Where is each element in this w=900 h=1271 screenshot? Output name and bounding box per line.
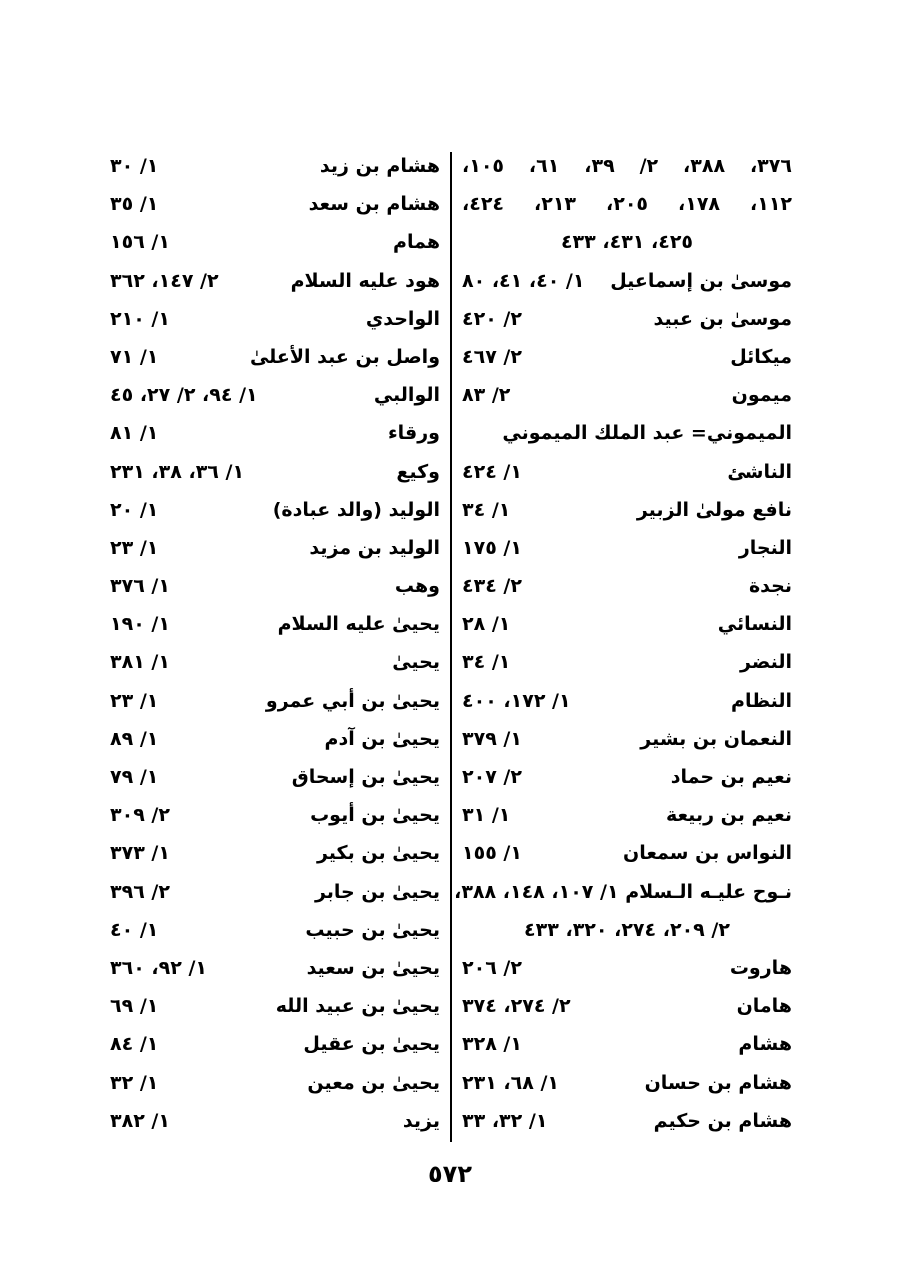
entry-text: ٣٧٦، ٣٨٨، ٢/ ٣٩، ٦١، ١٠٥، (462, 155, 792, 177)
entry-name: الوليد (والد عبادة) (272, 498, 440, 521)
entry-page-ref: ١/ ٣٧٣ (110, 842, 170, 865)
index-entry (462, 1064, 792, 1102)
index-entry (462, 911, 792, 949)
entry-name: النضر (740, 651, 792, 674)
entry-name: هامان (736, 995, 792, 1018)
entry-page-ref: ٢/ ٤٦٧ (462, 345, 522, 368)
index-entry (110, 1025, 440, 1063)
index-entry (110, 796, 440, 834)
index-entry (110, 185, 440, 223)
entry-page-ref: ١/ ١٧٥ (462, 536, 522, 559)
index-entry (462, 949, 792, 987)
entry-name: موسىٰ بن عبيد (653, 307, 792, 330)
index-entry (110, 223, 440, 261)
index-entry (462, 262, 792, 300)
entry-name: الوالبي (373, 384, 440, 407)
entry-name: موسىٰ بن إسماعيل (610, 269, 792, 292)
column-divider (450, 152, 452, 1142)
entry-name: نافع مولىٰ الزبير (636, 498, 792, 521)
entry-name: نعيم بن ربيعة (665, 804, 792, 827)
entry-name: وهب (394, 575, 440, 598)
entry-page-ref: ٢/ ٢٧٤، ٣٧٤ (462, 995, 571, 1018)
entry-page-ref: ١/ ١٩٠ (110, 613, 170, 636)
index-entry (462, 1102, 792, 1140)
entry-page-ref: ١/ ٣٧٩ (462, 727, 522, 750)
index-entry (462, 338, 792, 376)
index-entry (462, 758, 792, 796)
index-entry (462, 796, 792, 834)
index-entry (454, 873, 792, 911)
entry-page-ref: ١/ ٣٤ (462, 651, 511, 674)
entry-name: النسائي (717, 613, 792, 636)
entry-name: يحيىٰ بن عقيل (303, 1033, 440, 1056)
entry-page-ref: ٢/ ٤٢٠ (462, 307, 522, 330)
entry-name: هاروت (729, 956, 792, 979)
entry-name: واصل بن عبد الأعلىٰ (249, 345, 440, 368)
index-entry (110, 529, 440, 567)
entry-page-ref: ١/ ٨٩ (110, 727, 159, 750)
entry-page-ref: ١/ ٣٧٦ (110, 575, 170, 598)
entry-name: يحيىٰ (392, 651, 440, 674)
entry-page-ref: ١/ ٦٩ (110, 995, 159, 1018)
index-entry (110, 567, 440, 605)
index-entry (462, 682, 792, 720)
entry-page-ref: ١/ ٢٣ (110, 536, 159, 559)
index-entry (462, 1025, 792, 1063)
entry-name: الواحدي (365, 307, 440, 330)
entry-page-ref: ١/ ٤٠ (110, 918, 159, 941)
index-entry (462, 567, 792, 605)
index-entry (462, 147, 792, 185)
index-entry (110, 605, 440, 643)
entry-page-ref: ١/ ٣٦، ٣٨، ٢٣١ (110, 460, 245, 483)
entry-page-ref: ٢/ ٨٣ (462, 384, 511, 407)
entry-name: يحيىٰ بن أبي عمرو (265, 689, 440, 712)
entry-name: النظام (731, 689, 792, 712)
entry-name: نجدة (748, 575, 792, 598)
entry-name: يحيىٰ بن آدم (324, 727, 440, 750)
entry-name: وكيع (396, 460, 440, 483)
entry-page-ref: ١/ ١٧٢، ٤٠٠ (462, 689, 571, 712)
index-entry (110, 682, 440, 720)
entry-page-ref: ١/ ٢٨ (462, 613, 511, 636)
entry-name: الوليد بن مزيد (309, 536, 440, 559)
entry-page-ref: ١/ ٢٣ (110, 689, 159, 712)
entry-name: يزيد (402, 1109, 440, 1132)
index-entry (462, 643, 792, 681)
entry-name: يحيىٰ بن سعيد (306, 956, 440, 979)
index-entry (462, 529, 792, 567)
entry-page-ref: ١/ ٢١٠ (110, 307, 170, 330)
entry-name: يحيىٰ بن معين (307, 1071, 440, 1094)
entry-page-ref: ١/ ١٥٥ (462, 842, 522, 865)
index-entry (110, 262, 440, 300)
index-entry (462, 223, 792, 261)
index-entry (110, 300, 440, 338)
entry-name: هشام بن حكيم (653, 1109, 792, 1132)
entry-name: هشام بن زيد (319, 155, 440, 177)
entry-page-ref: ٢/ ١٤٧، ٣٦٢ (110, 269, 219, 292)
index-entry (462, 453, 792, 491)
index-entry (462, 834, 792, 872)
entry-name: نعيم بن حماد (670, 766, 792, 788)
entry-page-ref: ١/ ٣٨١ (110, 651, 170, 674)
entry-page-ref: ١/ ٣٨٢ (110, 1109, 170, 1132)
page-number: ٥٧٢ (428, 1160, 472, 1188)
index-entry (462, 491, 792, 529)
entry-page-ref: ٢/ ٣٠٩ (110, 804, 170, 827)
entry-name: النواس بن سمعان (622, 842, 792, 865)
entry-page-ref: ١/ ٧٩ (110, 766, 159, 788)
entry-page-ref: ١/ ٩٤، ٢/ ٢٧، ٤٥ (110, 384, 258, 407)
entry-page-ref: ١/ ٢٠ (110, 498, 159, 521)
entry-name: هشام بن سعد (308, 193, 440, 216)
entry-name: يحيىٰ بن بكير (316, 842, 440, 865)
entry-continuation: ٤٢٥، ٤٣١، ٤٣٣ (560, 231, 694, 254)
entry-page-ref: ١/ ٦٨، ٢٣١ (462, 1071, 560, 1094)
entry-page-ref: ١/ ٣٥ (110, 193, 159, 216)
entry-name: ميكائل (730, 345, 792, 368)
index-entry (110, 834, 440, 872)
index-entry (110, 1102, 440, 1140)
entry-page-ref: ١/ ٤٠، ٤١، ٨٠ (462, 269, 585, 292)
index-entry (110, 643, 440, 681)
entry-page-ref: ٢/ ٤٣٤ (462, 575, 522, 598)
entry-page-ref: ١/ ٧١ (110, 345, 159, 368)
entry-page-ref: ١/ ٣٤ (462, 498, 511, 521)
entry-name: النجار (738, 536, 792, 559)
index-entry (110, 949, 440, 987)
index-entry (110, 873, 440, 911)
entry-page-ref: ٢/ ٢٠٧ (462, 766, 522, 788)
entry-text: ١١٢، ١٧٨، ٢٠٥، ٢١٣، ٤٢٤، (462, 193, 793, 216)
entry-name: يحيىٰ عليه السلام (277, 613, 440, 636)
entry-name: هود عليه السلام (290, 269, 440, 292)
entry-name: هشام (738, 1033, 792, 1056)
entry-continuation: ٢/ ٢٠٩، ٢٧٤، ٣٢٠، ٤٣٣ (524, 918, 730, 941)
index-entry (110, 376, 440, 414)
index-entry (462, 720, 792, 758)
index-column-left (110, 147, 440, 1140)
entry-name: يحيىٰ بن حبيب (305, 918, 440, 941)
index-entry (462, 605, 792, 643)
entry-page-ref: ١/ ٣٢٨ (462, 1033, 522, 1056)
entry-name: هشام بن حسان (644, 1071, 792, 1094)
entry-page-ref: ١/ ١٥٦ (110, 231, 170, 254)
index-entry (462, 376, 792, 414)
entry-name: ورقاء (387, 422, 440, 445)
entry-name: ميمون (731, 384, 792, 407)
index-entry (110, 414, 440, 452)
entry-page-ref: ١/ ٣٢، ٣٣ (462, 1109, 548, 1132)
entry-name: همام (393, 231, 440, 254)
index-entry (110, 147, 440, 185)
entry-page-ref: ١/ ٤٢٤ (462, 460, 522, 483)
entry-name: يحيىٰ بن جابر (314, 880, 440, 903)
entry-name: يحيىٰ بن أيوب (310, 804, 440, 827)
index-entry (110, 720, 440, 758)
index-column-right (454, 147, 793, 1140)
entry-cross-reference: الميموني= عبد الملك الميموني (502, 422, 792, 445)
entry-page-ref: ١/ ٨٤ (110, 1033, 159, 1056)
index-entry (462, 414, 792, 452)
entry-page-ref: ١/ ٣٠ (110, 155, 159, 177)
entry-page-ref: ١/ ٨١ (110, 422, 159, 445)
index-entry (110, 453, 440, 491)
entry-page-ref: ١/ ٩٢، ٣٦٠ (110, 956, 208, 979)
index-entry (110, 338, 440, 376)
index-entry (110, 491, 440, 529)
entry-page-ref: ١/ ٣١ (462, 804, 511, 827)
entry-name: الناشئ (727, 460, 792, 483)
index-entry (462, 185, 792, 223)
index-entry (462, 300, 792, 338)
entry-name: يحيىٰ بن إسحاق (291, 766, 440, 788)
entry-page-ref: ١/ ٣٢ (110, 1071, 159, 1094)
entry-page-ref: ٢/ ٢٠٦ (462, 956, 522, 979)
index-entry (110, 758, 440, 796)
index-entry (462, 987, 792, 1025)
entry-name: يحيىٰ بن عبيد الله (275, 995, 440, 1018)
index-entry (110, 1064, 440, 1102)
index-entry (110, 911, 440, 949)
entry-text: نـوح عليـه الـسلام ١/ ١٠٧، ١٤٨، ٣٨٨، (454, 880, 792, 903)
entry-name: النعمان بن بشير (640, 727, 792, 750)
entry-page-ref: ٢/ ٣٩٦ (110, 880, 170, 903)
index-entry (110, 987, 440, 1025)
